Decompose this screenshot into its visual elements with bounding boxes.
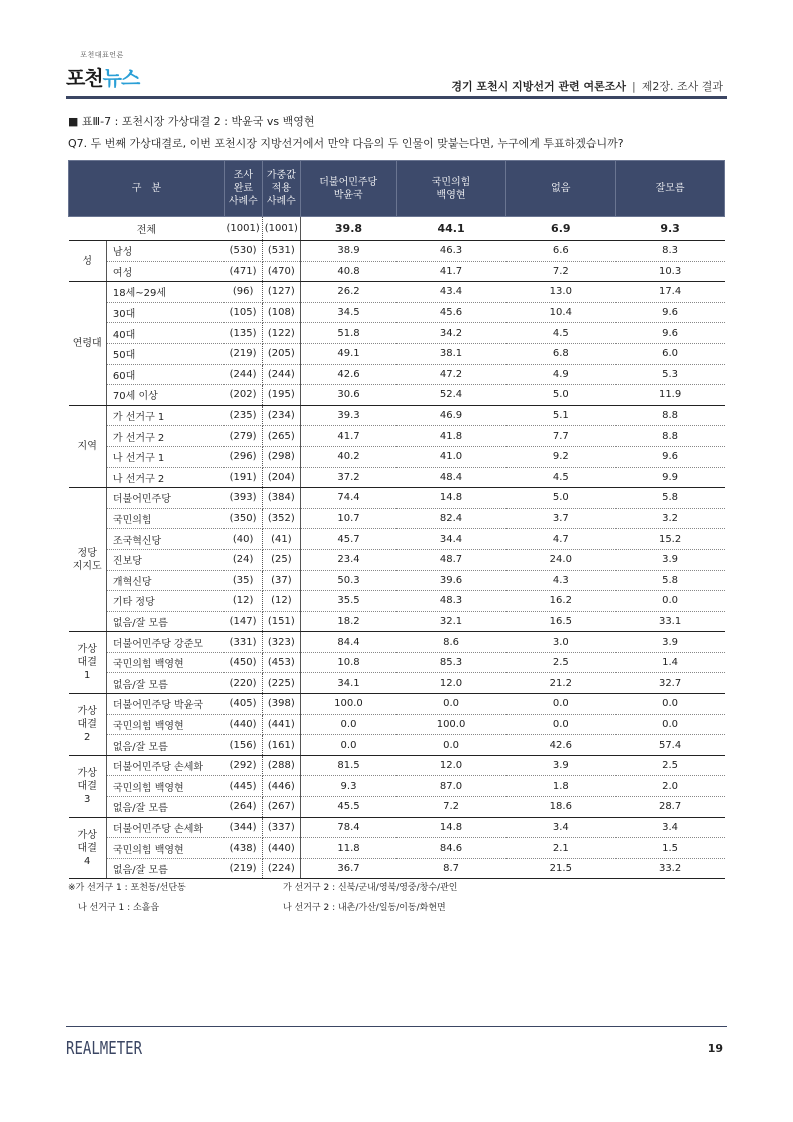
value-dont-know: 0.0 xyxy=(616,591,725,612)
weighted-count: (453) xyxy=(262,652,300,673)
sample-count: (202) xyxy=(224,385,262,406)
table-row xyxy=(69,776,725,797)
row-label: 여성 xyxy=(106,261,224,282)
sample-count: (12) xyxy=(224,591,262,612)
value-candidate-2: 41.0 xyxy=(396,446,506,467)
sample-count: (219) xyxy=(224,343,262,364)
value-none: 6.6 xyxy=(506,241,616,262)
weighted-count: (37) xyxy=(262,570,300,591)
value-none: 42.6 xyxy=(506,735,616,756)
table-row xyxy=(69,488,725,509)
value-candidate-2: 100.0 xyxy=(396,714,506,735)
value-candidate-2: 47.2 xyxy=(396,364,506,385)
weighted-count: (352) xyxy=(262,508,300,529)
weighted-count: (384) xyxy=(262,488,300,509)
row-label: 국민의힘 백영현 xyxy=(106,838,224,859)
value-candidate-2: 43.4 xyxy=(396,282,506,303)
weighted-count: (224) xyxy=(262,858,300,879)
value-none: 7.2 xyxy=(506,261,616,282)
header-title: 경기 포천시 지방선거 관련 여론조사 xyxy=(451,80,627,93)
row-label: 없음/잘 모름 xyxy=(106,858,224,879)
total-row xyxy=(69,217,725,241)
value-candidate-1: 50.3 xyxy=(300,570,396,591)
value-candidate-1: 40.8 xyxy=(300,261,396,282)
footnote-2: 가 선거구 2 : 신북/군내/영북/영중/창수/관인 xyxy=(283,883,458,893)
value-candidate-2: 41.7 xyxy=(396,261,506,282)
weighted-count: (204) xyxy=(262,467,300,488)
row-label: 남성 xyxy=(106,241,224,262)
group-label: 가상 대결 4 xyxy=(69,817,107,879)
weighted-count: (12) xyxy=(262,591,300,612)
sample-count: (279) xyxy=(224,426,262,447)
value-dont-know: 5.8 xyxy=(616,488,725,509)
row-label: 18세~29세 xyxy=(106,282,224,303)
value-candidate-2: 48.3 xyxy=(396,591,506,612)
sample-count: (350) xyxy=(224,508,262,529)
value-none: 4.3 xyxy=(506,570,616,591)
value-candidate-1: 35.5 xyxy=(300,591,396,612)
value-dont-know: 15.2 xyxy=(616,529,725,550)
value-candidate-2: 0.0 xyxy=(396,735,506,756)
weighted-count: (298) xyxy=(262,446,300,467)
sample-count: (393) xyxy=(224,488,262,509)
table-header-row xyxy=(69,161,725,217)
row-label: 기타 정당 xyxy=(106,591,224,612)
sample-count: (105) xyxy=(224,302,262,323)
value-candidate-1: 10.7 xyxy=(300,508,396,529)
header-category: 구 분 xyxy=(69,161,225,217)
value-candidate-1: 9.3 xyxy=(300,776,396,797)
row-label: 40대 xyxy=(106,323,224,344)
sample-count: (40) xyxy=(224,529,262,550)
weighted-count: (470) xyxy=(262,261,300,282)
header-none: 없음 xyxy=(506,161,616,217)
sample-count: (219) xyxy=(224,858,262,879)
value-none: 4.9 xyxy=(506,364,616,385)
row-label: 가 선거구 2 xyxy=(106,426,224,447)
value-dont-know: 1.5 xyxy=(616,838,725,859)
value-candidate-2: 39.6 xyxy=(396,570,506,591)
value-candidate-1: 84.4 xyxy=(300,632,396,653)
row-label: 국민의힘 백영현 xyxy=(106,714,224,735)
logo xyxy=(66,50,156,91)
row-label: 60대 xyxy=(106,364,224,385)
weighted-count: (234) xyxy=(262,405,300,426)
sample-count: (445) xyxy=(224,776,262,797)
value-candidate-1: 100.0 xyxy=(300,694,396,715)
table-row xyxy=(69,591,725,612)
weighted-count: (337) xyxy=(262,817,300,838)
value-candidate-1: 23.4 xyxy=(300,549,396,570)
header-weighted-count: 가중값 적용 사례수 xyxy=(262,161,300,217)
value-none: 2.5 xyxy=(506,652,616,673)
total-value-4: 9.3 xyxy=(616,217,725,241)
sample-count: (405) xyxy=(224,694,262,715)
running-header xyxy=(451,78,723,94)
value-candidate-2: 7.2 xyxy=(396,797,506,818)
value-none: 0.0 xyxy=(506,694,616,715)
value-candidate-1: 0.0 xyxy=(300,714,396,735)
table-row xyxy=(69,611,725,632)
group-label: 성 xyxy=(69,241,107,282)
value-candidate-1: 0.0 xyxy=(300,735,396,756)
table-row xyxy=(69,343,725,364)
table-row xyxy=(69,735,725,756)
value-dont-know: 8.8 xyxy=(616,405,725,426)
weighted-count: (244) xyxy=(262,364,300,385)
value-dont-know: 9.6 xyxy=(616,302,725,323)
value-candidate-2: 32.1 xyxy=(396,611,506,632)
row-label: 50대 xyxy=(106,343,224,364)
header-rule xyxy=(66,96,727,99)
sample-count: (35) xyxy=(224,570,262,591)
value-none: 4.5 xyxy=(506,467,616,488)
value-dont-know: 5.3 xyxy=(616,364,725,385)
row-label: 개혁신당 xyxy=(106,570,224,591)
value-candidate-1: 41.7 xyxy=(300,426,396,447)
value-none: 5.0 xyxy=(506,488,616,509)
value-none: 21.5 xyxy=(506,858,616,879)
value-dont-know: 17.4 xyxy=(616,282,725,303)
table-row xyxy=(69,241,725,262)
value-candidate-1: 34.5 xyxy=(300,302,396,323)
value-dont-know: 2.0 xyxy=(616,776,725,797)
row-label: 진보당 xyxy=(106,549,224,570)
weighted-count: (288) xyxy=(262,755,300,776)
value-dont-know: 8.8 xyxy=(616,426,725,447)
sample-count: (24) xyxy=(224,549,262,570)
row-label: 국민의힘 백영현 xyxy=(106,652,224,673)
value-candidate-1: 36.7 xyxy=(300,858,396,879)
value-candidate-2: 14.8 xyxy=(396,488,506,509)
value-candidate-1: 45.7 xyxy=(300,529,396,550)
row-label: 없음/잘 모름 xyxy=(106,797,224,818)
value-none: 4.5 xyxy=(506,323,616,344)
group-label: 정당 지지도 xyxy=(69,488,107,632)
weighted-count: (225) xyxy=(262,673,300,694)
weighted-count: (267) xyxy=(262,797,300,818)
table-row xyxy=(69,508,725,529)
value-dont-know: 10.3 xyxy=(616,261,725,282)
value-none: 3.4 xyxy=(506,817,616,838)
value-none: 3.0 xyxy=(506,632,616,653)
table-row xyxy=(69,282,725,303)
sample-count: (344) xyxy=(224,817,262,838)
value-dont-know: 0.0 xyxy=(616,714,725,735)
value-dont-know: 8.3 xyxy=(616,241,725,262)
value-dont-know: 28.7 xyxy=(616,797,725,818)
value-candidate-2: 12.0 xyxy=(396,755,506,776)
value-candidate-1: 39.3 xyxy=(300,405,396,426)
value-candidate-1: 49.1 xyxy=(300,343,396,364)
row-label: 조국혁신당 xyxy=(106,529,224,550)
weighted-count: (323) xyxy=(262,632,300,653)
value-none: 5.1 xyxy=(506,405,616,426)
value-dont-know: 11.9 xyxy=(616,385,725,406)
value-none: 6.8 xyxy=(506,343,616,364)
header-sample-count: 조사 완료 사례수 xyxy=(224,161,262,217)
value-dont-know: 3.2 xyxy=(616,508,725,529)
total-value-1: 39.8 xyxy=(300,217,396,241)
value-candidate-2: 48.7 xyxy=(396,549,506,570)
table-row xyxy=(69,323,725,344)
logo-wordmark xyxy=(66,62,156,91)
value-candidate-2: 41.8 xyxy=(396,426,506,447)
weighted-count: (195) xyxy=(262,385,300,406)
footnote-4: 나 선거구 2 : 내촌/가산/일동/이동/화현면 xyxy=(283,903,446,913)
value-candidate-2: 38.1 xyxy=(396,343,506,364)
sample-count: (96) xyxy=(224,282,262,303)
header-dont-know: 잘모름 xyxy=(616,161,725,217)
sample-count: (296) xyxy=(224,446,262,467)
row-label: 더불어민주당 손세화 xyxy=(106,755,224,776)
value-none: 18.6 xyxy=(506,797,616,818)
table-row xyxy=(69,858,725,879)
value-candidate-1: 51.8 xyxy=(300,323,396,344)
value-dont-know: 6.0 xyxy=(616,343,725,364)
sample-count: (440) xyxy=(224,714,262,735)
weighted-count: (41) xyxy=(262,529,300,550)
value-candidate-1: 42.6 xyxy=(300,364,396,385)
sample-count: (235) xyxy=(224,405,262,426)
row-label: 더불어민주당 강준모 xyxy=(106,632,224,653)
sample-count: (147) xyxy=(224,611,262,632)
group-label: 연령대 xyxy=(69,282,107,406)
question-text: Q7. 두 번째 가상대결로, 이번 포천시장 지방선거에서 만약 다음의 두 인물이 맞붙는다면, 누구에게 투표하겠습니까? xyxy=(68,137,624,150)
value-none: 16.2 xyxy=(506,591,616,612)
value-candidate-2: 85.3 xyxy=(396,652,506,673)
value-candidate-2: 52.4 xyxy=(396,385,506,406)
value-dont-know: 5.8 xyxy=(616,570,725,591)
value-candidate-2: 84.6 xyxy=(396,838,506,859)
value-none: 3.9 xyxy=(506,755,616,776)
sample-count: (292) xyxy=(224,755,262,776)
group-label: 가상 대결 3 xyxy=(69,755,107,817)
table-row xyxy=(69,755,725,776)
value-dont-know: 3.4 xyxy=(616,817,725,838)
value-candidate-1: 18.2 xyxy=(300,611,396,632)
value-dont-know: 3.9 xyxy=(616,632,725,653)
row-label: 가 선거구 1 xyxy=(106,405,224,426)
row-label: 없음/잘 모름 xyxy=(106,735,224,756)
row-label: 30대 xyxy=(106,302,224,323)
table-row xyxy=(69,673,725,694)
value-candidate-1: 40.2 xyxy=(300,446,396,467)
value-candidate-1: 81.5 xyxy=(300,755,396,776)
table-row xyxy=(69,570,725,591)
value-none: 13.0 xyxy=(506,282,616,303)
row-label: 없음/잘 모름 xyxy=(106,611,224,632)
sample-count: (450) xyxy=(224,652,262,673)
table-row xyxy=(69,549,725,570)
value-candidate-2: 0.0 xyxy=(396,694,506,715)
sample-count: (264) xyxy=(224,797,262,818)
value-candidate-1: 74.4 xyxy=(300,488,396,509)
value-candidate-2: 82.4 xyxy=(396,508,506,529)
table-row xyxy=(69,817,725,838)
logo-wordmark-a: 포천 xyxy=(66,66,103,90)
sample-count: (438) xyxy=(224,838,262,859)
weighted-count: (265) xyxy=(262,426,300,447)
value-candidate-1: 11.8 xyxy=(300,838,396,859)
sample-count: (331) xyxy=(224,632,262,653)
total-value-2: 44.1 xyxy=(396,217,506,241)
table-row xyxy=(69,364,725,385)
sample-count: (244) xyxy=(224,364,262,385)
footer-brand-logo: REALMETER xyxy=(66,1038,143,1059)
value-none: 5.0 xyxy=(506,385,616,406)
value-none: 2.1 xyxy=(506,838,616,859)
row-label: 나 선거구 2 xyxy=(106,467,224,488)
value-candidate-1: 10.8 xyxy=(300,652,396,673)
group-label: 가상 대결 2 xyxy=(69,694,107,756)
table-row xyxy=(69,405,725,426)
sample-count: (191) xyxy=(224,467,262,488)
value-candidate-2: 8.7 xyxy=(396,858,506,879)
footnote-1: ※가 선거구 1 : 포천동/선단동 xyxy=(68,883,186,893)
value-none: 7.7 xyxy=(506,426,616,447)
value-none: 0.0 xyxy=(506,714,616,735)
value-none: 4.7 xyxy=(506,529,616,550)
group-label: 가상 대결 1 xyxy=(69,632,107,694)
sample-count: (530) xyxy=(224,241,262,262)
value-candidate-1: 78.4 xyxy=(300,817,396,838)
total-sample: (1001) xyxy=(224,217,262,241)
value-none: 21.2 xyxy=(506,673,616,694)
value-none: 16.5 xyxy=(506,611,616,632)
value-candidate-2: 45.6 xyxy=(396,302,506,323)
value-dont-know: 57.4 xyxy=(616,735,725,756)
weighted-count: (531) xyxy=(262,241,300,262)
sample-count: (220) xyxy=(224,673,262,694)
header-chapter: 제2장. 조사 결과 xyxy=(641,80,723,93)
table-row xyxy=(69,302,725,323)
results-table xyxy=(68,160,725,879)
weighted-count: (161) xyxy=(262,735,300,756)
table-row xyxy=(69,529,725,550)
value-candidate-2: 87.0 xyxy=(396,776,506,797)
total-label: 전체 xyxy=(69,217,225,241)
value-candidate-2: 34.2 xyxy=(396,323,506,344)
logo-wordmark-b: 뉴스 xyxy=(102,66,140,90)
row-label: 없음/잘 모름 xyxy=(106,673,224,694)
header-candidate-2: 국민의힘 백영현 xyxy=(396,161,506,217)
row-label: 국민의힘 xyxy=(106,508,224,529)
value-none: 10.4 xyxy=(506,302,616,323)
weighted-count: (108) xyxy=(262,302,300,323)
weighted-count: (25) xyxy=(262,549,300,570)
value-candidate-1: 30.6 xyxy=(300,385,396,406)
value-dont-know: 33.1 xyxy=(616,611,725,632)
value-candidate-2: 48.4 xyxy=(396,467,506,488)
row-label: 더불어민주당 손세화 xyxy=(106,817,224,838)
table-title: ■ 표Ⅲ-7 : 포천시장 가상대결 2 : 박윤국 vs 백영현 xyxy=(68,115,315,128)
value-candidate-1: 34.1 xyxy=(300,673,396,694)
row-label: 더불어민주당 xyxy=(106,488,224,509)
table-row xyxy=(69,694,725,715)
table-row xyxy=(69,714,725,735)
table-row xyxy=(69,467,725,488)
table-row xyxy=(69,261,725,282)
value-dont-know: 9.6 xyxy=(616,323,725,344)
footer-rule xyxy=(66,1026,727,1027)
value-candidate-2: 8.6 xyxy=(396,632,506,653)
sample-count: (471) xyxy=(224,261,262,282)
table-row xyxy=(69,446,725,467)
page-number: 19 xyxy=(707,1042,723,1055)
value-candidate-2: 34.4 xyxy=(396,529,506,550)
value-candidate-1: 26.2 xyxy=(300,282,396,303)
value-dont-know: 32.7 xyxy=(616,673,725,694)
value-candidate-2: 46.3 xyxy=(396,241,506,262)
value-none: 1.8 xyxy=(506,776,616,797)
table-row xyxy=(69,385,725,406)
header-separator: | xyxy=(632,80,636,93)
weighted-count: (205) xyxy=(262,343,300,364)
weighted-count: (127) xyxy=(262,282,300,303)
value-candidate-1: 45.5 xyxy=(300,797,396,818)
value-dont-know: 9.6 xyxy=(616,446,725,467)
group-label: 지역 xyxy=(69,405,107,487)
row-label: 70세 이상 xyxy=(106,385,224,406)
total-value-3: 6.9 xyxy=(506,217,616,241)
weighted-count: (441) xyxy=(262,714,300,735)
value-candidate-1: 38.9 xyxy=(300,241,396,262)
header-candidate-1: 더불어민주당 박윤국 xyxy=(300,161,396,217)
weighted-count: (151) xyxy=(262,611,300,632)
value-none: 3.7 xyxy=(506,508,616,529)
table-row xyxy=(69,426,725,447)
weighted-count: (398) xyxy=(262,694,300,715)
sample-count: (135) xyxy=(224,323,262,344)
table-row xyxy=(69,797,725,818)
table-row xyxy=(69,632,725,653)
value-none: 24.0 xyxy=(506,549,616,570)
weighted-count: (440) xyxy=(262,838,300,859)
value-dont-know: 33.2 xyxy=(616,858,725,879)
row-label: 더불어민주당 박윤국 xyxy=(106,694,224,715)
logo-tagline: 포천대표언론 xyxy=(80,51,124,59)
total-weighted: (1001) xyxy=(262,217,300,241)
row-label: 국민의힘 백영현 xyxy=(106,776,224,797)
table-row xyxy=(69,652,725,673)
value-candidate-2: 46.9 xyxy=(396,405,506,426)
value-dont-know: 9.9 xyxy=(616,467,725,488)
table-row xyxy=(69,838,725,859)
value-dont-know: 3.9 xyxy=(616,549,725,570)
row-label: 나 선거구 1 xyxy=(106,446,224,467)
value-candidate-2: 14.8 xyxy=(396,817,506,838)
sample-count: (156) xyxy=(224,735,262,756)
value-candidate-2: 12.0 xyxy=(396,673,506,694)
value-dont-know: 1.4 xyxy=(616,652,725,673)
weighted-count: (122) xyxy=(262,323,300,344)
footnote-3: 나 선거구 1 : 소흘읍 xyxy=(78,903,160,913)
value-dont-know: 0.0 xyxy=(616,694,725,715)
weighted-count: (446) xyxy=(262,776,300,797)
value-candidate-1: 37.2 xyxy=(300,467,396,488)
value-dont-know: 2.5 xyxy=(616,755,725,776)
value-none: 9.2 xyxy=(506,446,616,467)
